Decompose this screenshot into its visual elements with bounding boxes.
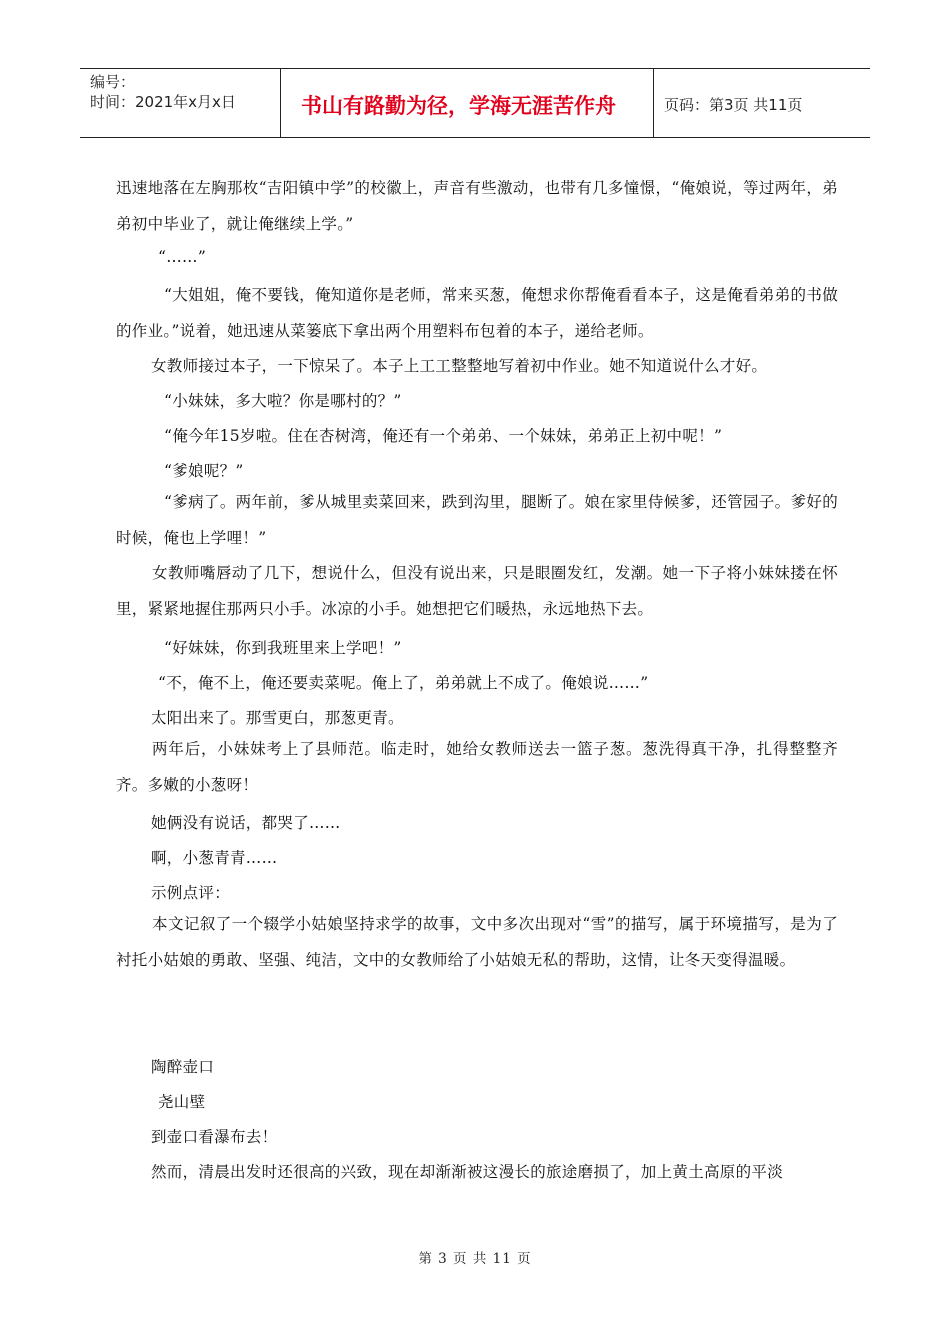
header-page-info: 页码：第3页 共11页 (664, 96, 803, 114)
document-date-label: 时间：2021年x月x日 (90, 93, 236, 111)
document-code-label: 编号： (90, 73, 136, 91)
essay-title: 陶醉壶口 (151, 1058, 215, 1076)
paragraph-9: 女教师嘴唇动了几下，想说什么，但没有说出来，只是眼圈发红，发潮。她一下子将小妹妹搂在怀里，紧紧地握住那两只小手。冰凉的小手。她想把它们暖热，永远地热下去。 (116, 564, 838, 618)
commentary-heading: 示例点评： (151, 884, 231, 902)
paragraph-5: “小妹妹，多大啦？你是哪村的？” (164, 392, 402, 410)
header-meta-cell (80, 69, 281, 137)
essay-author: 尧山壁 (158, 1093, 206, 1111)
header-page-cell (654, 69, 870, 137)
paragraph-20: 到壶口看瀑布去！ (151, 1128, 278, 1146)
paragraph-3: “大姐姐，俺不要钱，俺知道你是老师，常来买葱，俺想求你帮俺看看本子，这是俺看弟弟的书做的作业。”说着，她迅速从菜篓底下拿出两个用塑料布包着的本子，递给老师。 (116, 286, 838, 340)
paragraph-1: 迅速地落在左胸那枚“吉阳镇中学”的校徽上，声音有些激动，也带有几多憧憬，“俺娘说，等过两年，弟弟初中毕业了，就让俺继续上学。” (116, 179, 838, 233)
paragraph-10: “好妹妹，你到我班里来上学吧！” (164, 639, 402, 657)
page-header (80, 68, 870, 138)
paragraph-11: “不，俺不上，俺还要卖菜呢。俺上了，弟弟就上不成了。俺娘说……” (158, 674, 649, 692)
paragraph-6: “俺今年15岁啦。住在杏树湾，俺还有一个弟弟、一个妹妹，弟弟正上初中呢！” (164, 427, 723, 445)
paragraph-15: 啊，小葱青青…… (151, 849, 278, 867)
paragraph-13: 两年后，小妹妹考上了县师范。临走时，她给女教师送去一篮子葱。葱洗得真干净，扎得整整齐齐。多嫩的小葱呀！ (116, 740, 838, 794)
header-motto-cell (281, 69, 654, 137)
paragraph-2: “……” (158, 248, 207, 266)
paragraph-14: 她俩没有说话，都哭了…… (151, 814, 341, 832)
paragraph-21: 然而，清晨出发时还很高的兴致，现在却渐渐被这漫长的旅途磨损了，加上黄土高原的平淡 (151, 1163, 784, 1181)
paragraph-4: 女教师接过本子，一下惊呆了。本子上工工整整地写着初中作业。她不知道说什么才好。 (151, 357, 768, 375)
paragraph-12: 太阳出来了。那雪更白，那葱更青。 (151, 709, 404, 727)
paragraph-7: “爹娘呢？” (164, 462, 244, 480)
page-footer: 第 3 页 共 11 页 (418, 1251, 532, 1267)
commentary-paragraph: 本文记叙了一个辍学小姑娘坚持求学的故事，文中多次出现对“雪”的描写，属于环境描写，是为了衬托小姑娘的勇敢、坚强、纯洁，文中的女教师给了小姑娘无私的帮助，这情，让冬天变得温暖。 (116, 915, 838, 969)
header-motto: 书山有路勤为径，学海无涯苦作舟 (301, 94, 616, 118)
paragraph-8: “爹病了。两年前，爹从城里卖菜回来，跌到沟里，腿断了。娘在家里侍候爹，还管园子。爹好的时候，俺也上学哩！” (116, 493, 838, 547)
